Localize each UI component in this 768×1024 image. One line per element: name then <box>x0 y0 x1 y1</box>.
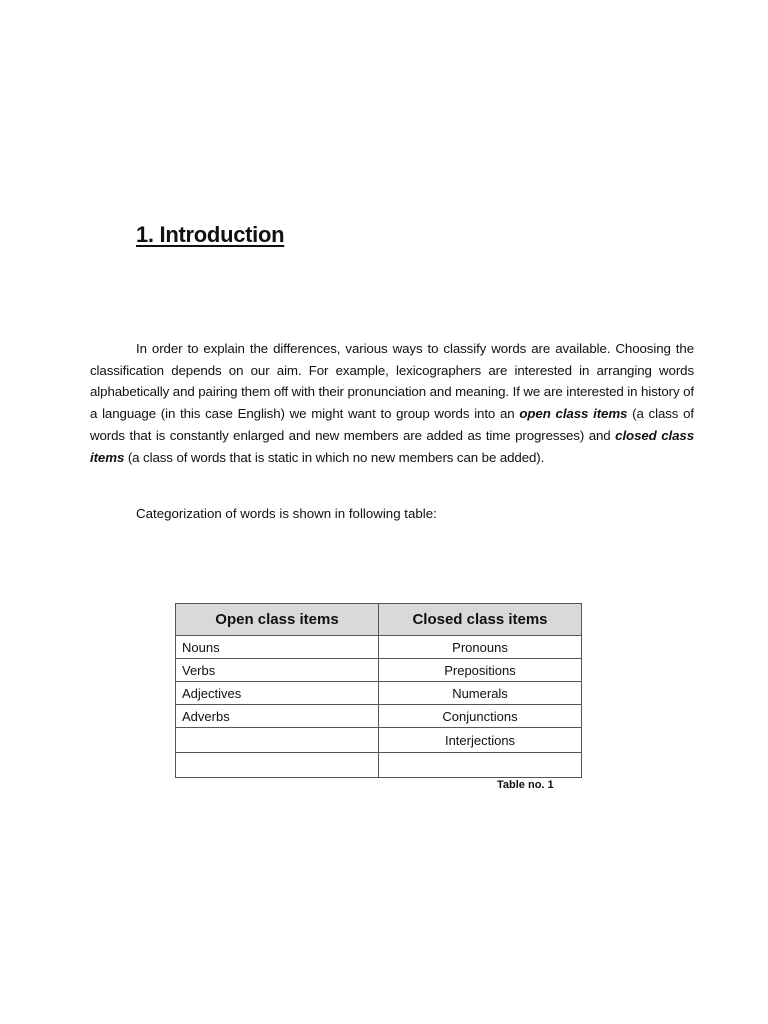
closed-class-cell: Interjections <box>379 728 582 753</box>
closed-class-cell: Conjunctions <box>379 705 582 728</box>
open-class-cell <box>176 728 379 753</box>
closed-class-cell: Prepositions <box>379 659 582 682</box>
open-class-cell: Nouns <box>176 636 379 659</box>
closed-class-cell <box>379 753 582 778</box>
open-class-cell: Verbs <box>176 659 379 682</box>
open-class-cell: Adjectives <box>176 682 379 705</box>
table-row <box>176 636 582 659</box>
header-open-class: Open class items <box>176 604 379 636</box>
table-header-row <box>176 604 582 636</box>
open-class-cell: Adverbs <box>176 705 379 728</box>
table-row <box>176 705 582 728</box>
table-row <box>176 728 582 753</box>
header-closed-class: Closed class items <box>379 604 582 636</box>
word-class-table <box>175 603 582 778</box>
table-caption: Table no. 1 <box>497 779 554 791</box>
closed-class-cell: Pronouns <box>379 636 582 659</box>
open-class-cell <box>176 753 379 778</box>
closed-class-cell: Numerals <box>379 682 582 705</box>
paragraph-text-3: (a class of words that is static in which no new members can be added). <box>124 449 545 465</box>
table-row <box>176 682 582 705</box>
table-row <box>176 659 582 682</box>
table-intro-line: Categorization of words is shown in following table: <box>136 506 437 521</box>
paragraph-text-2: (a class of words that is constantly enlarged and new members are added as time progresses) and <box>90 406 695 443</box>
intro-paragraph <box>90 338 694 468</box>
term-open-class: open class items <box>519 406 628 422</box>
paragraph-text-1: In order to explain the differences, various ways to classify words are available. Choosing the classification depends on our aim. For example, lexicographers are interested in arranging words alphabetically and pairing them off with their pronunciation and meaning. If we are interested in history of a language (in this case English) we might want to group words into an <box>90 341 694 422</box>
term-closed-class: closed class items <box>90 427 694 465</box>
section-heading: 1. Introduction <box>136 222 285 247</box>
table-row <box>176 753 582 778</box>
